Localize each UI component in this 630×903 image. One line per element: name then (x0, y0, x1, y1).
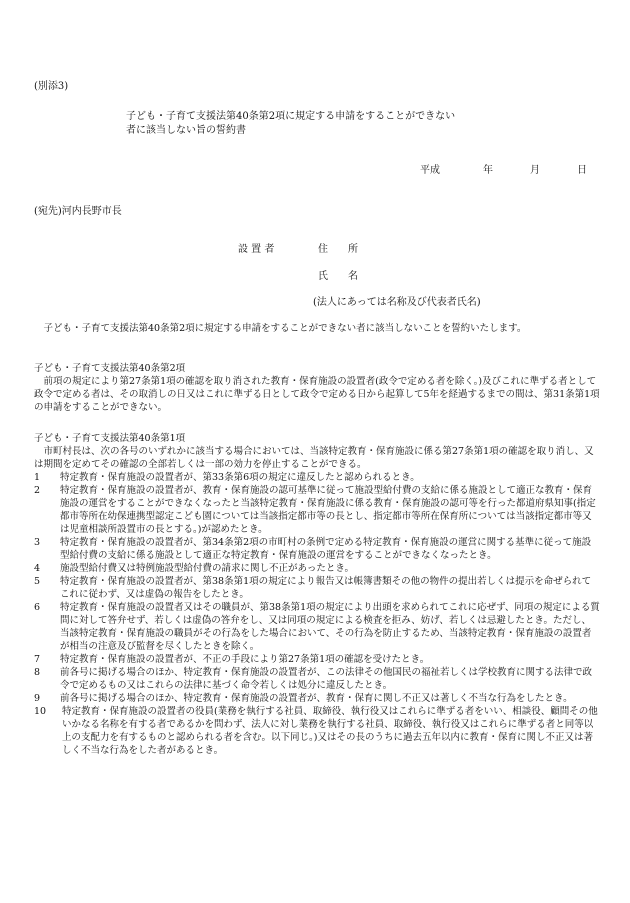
addressee: (宛先)河内長野市長 (34, 206, 122, 217)
item-text: 施設型給付費又は特例施設型給付費の請求に関し不正があったとき。 (60, 563, 355, 574)
item-text: 特定教育・保育施設の設置者が、第33条第6項の規定に違反したと認められるとき。 (60, 472, 420, 483)
item-number: 7 (34, 654, 41, 665)
item-number: 5 (34, 576, 41, 587)
list-item (34, 705, 600, 757)
date-era: 平成 (420, 165, 440, 176)
item-text: 特定教育・保育施設の設置者が、第38条第1項の規定により報告又は帳簿書類その他の物件の提出若しくは提示を命ぜられてこれに従わず、又は虚偽の報告をしたとき。 (60, 576, 592, 600)
section-40-2-heading: 子ども・子育て支援法第40条第2項 (34, 363, 186, 374)
list-item (34, 692, 600, 705)
list-item (34, 536, 600, 562)
section-40-1 (34, 432, 600, 757)
item-number: 6 (34, 602, 41, 613)
item-text: 特定教育・保育施設の設置者又はその職員が、第38条第1項の規定により出頭を求められてこれに応ぜず、同項の規定による質問に対して答弁せず、若しくは虚偽の答弁をし、又は同項の規定による検査を拒み、妨げ、若しくは忌避したとき。ただし、当該特定教育・保育施設の職員がその行為をした場合において、その行為を防止するため、当該特定教育・保育施設の設置者が相当の注意及び監督を尽くしたときを除く。 (60, 602, 600, 652)
date-day: 日 (577, 165, 587, 176)
section-40-2-body: 前項の規定により第27条第1項の確認を取り消された教育・保育施設の設置者(政令で定める者を除く。)及びこれに準ずる者として政令で定める者は、その取消しの日又はこれに準ずる日として政令で定める日から起算して5年を経過するまでの間は、第31条第1項の申請をすることができない。 (34, 376, 600, 413)
list-item (34, 575, 600, 601)
date-year: 年 (483, 165, 493, 176)
list-item (34, 484, 600, 536)
section-40-1-intro: 市町村長は、次の各号のいずれかに該当する場合においては、当該特定教育・保育施設に係る第27条第1項の確認を取り消し、又は期間を定めてその確認の全部若しくは一部の効力を停止することができる。 (34, 446, 594, 470)
item-text: 前各号に掲げる場合のほか、特定教育・保育施設の設置者が、この法律その他国民の福祉若しくは学校教育に関する法律で政令で定めるもの又はこれらの法律に基づく命令若しくは処分に違反したとき。 (60, 667, 593, 691)
list-item (34, 601, 600, 653)
section-40-1-heading: 子ども・子育て支援法第40条第1項 (34, 433, 186, 444)
list-item (34, 653, 600, 666)
applicant-role: 設 置 者 (238, 244, 275, 255)
pledge-block (34, 322, 600, 335)
item-number: 8 (34, 667, 41, 678)
name-label: 氏 名 (318, 271, 358, 282)
pledge-text: 子ども・子育て支援法第40条第2項に規定する申請をすることができない者に該当しないことを誓約いたします。 (43, 323, 527, 334)
item-text: 特定教育・保育施設の設置者が、第34条第2項の市町村の条例で定める特定教育・保育施設の運営に関する基準に従って施設型給付費の支給に係る施設として適正な特定教育・保育施設の運営をすることができなくなったとき。 (60, 537, 592, 561)
list-item (34, 666, 600, 692)
item-number: 4 (34, 563, 41, 574)
item-number: 10 (34, 706, 47, 717)
item-number: 9 (34, 693, 41, 704)
corp-note: (法人にあっては名称及び代表者氏名) (313, 297, 481, 308)
item-text: 特定教育・保育施設の設置者が、教育・保育施設の認可基準に従って施設型給付費の支給に係る施設として適正な教育・保育施設の運営をすることができなくなったと当該特定教育・保育施設に係る教育・保育施設の認可等を行った都道府県知事(指定都市等所在幼保連携型認定こども園については当該指定都市等の長とし、指定都市等所在保育所については当該指定都市等又は児童相談所設置市の長とする。)が認めたとき。 (60, 485, 596, 535)
item-text: 特定教育・保育施設の設置者の役員(業務を執行する社員、取締役、執行役又はこれらに準ずる者をいい、相談役、顧問その他いかなる名称を有する者であるかを問わず、法人に対し業務を執行する社員、取締役、執行役又はこれらに準ずる者と同等以上の支配力を有するものと認められる者を含む。以下同じ。)又はその長のうちに過去五年以内に教育・保育に関し不正又は著しく不当な行為をした者があるとき。 (62, 706, 598, 756)
document-title-line1: 子ども・子育て支援法第40条第2項に規定する申請をすることができない (126, 111, 456, 122)
item-text: 前各号に掲げる場合のほか、特定教育・保育施設の設置者が、教育・保育に関し不正又は著しく不当な行為をしたとき。 (60, 693, 573, 704)
item-number: 2 (34, 485, 41, 496)
document-title-line2: 者に該当しない旨の誓約書 (126, 125, 246, 136)
attachment-label: (別添3) (34, 81, 69, 92)
list-item (34, 471, 600, 484)
list-item (34, 562, 600, 575)
date-month: 月 (530, 165, 540, 176)
item-number: 1 (34, 472, 41, 483)
item-text: 特定教育・保育施設の設置者が、不正の手段により第27条第1項の確認を受けたとき。 (60, 654, 430, 665)
address-label: 住 所 (318, 244, 358, 255)
section-40-2 (34, 362, 600, 414)
item-number: 3 (34, 537, 41, 548)
